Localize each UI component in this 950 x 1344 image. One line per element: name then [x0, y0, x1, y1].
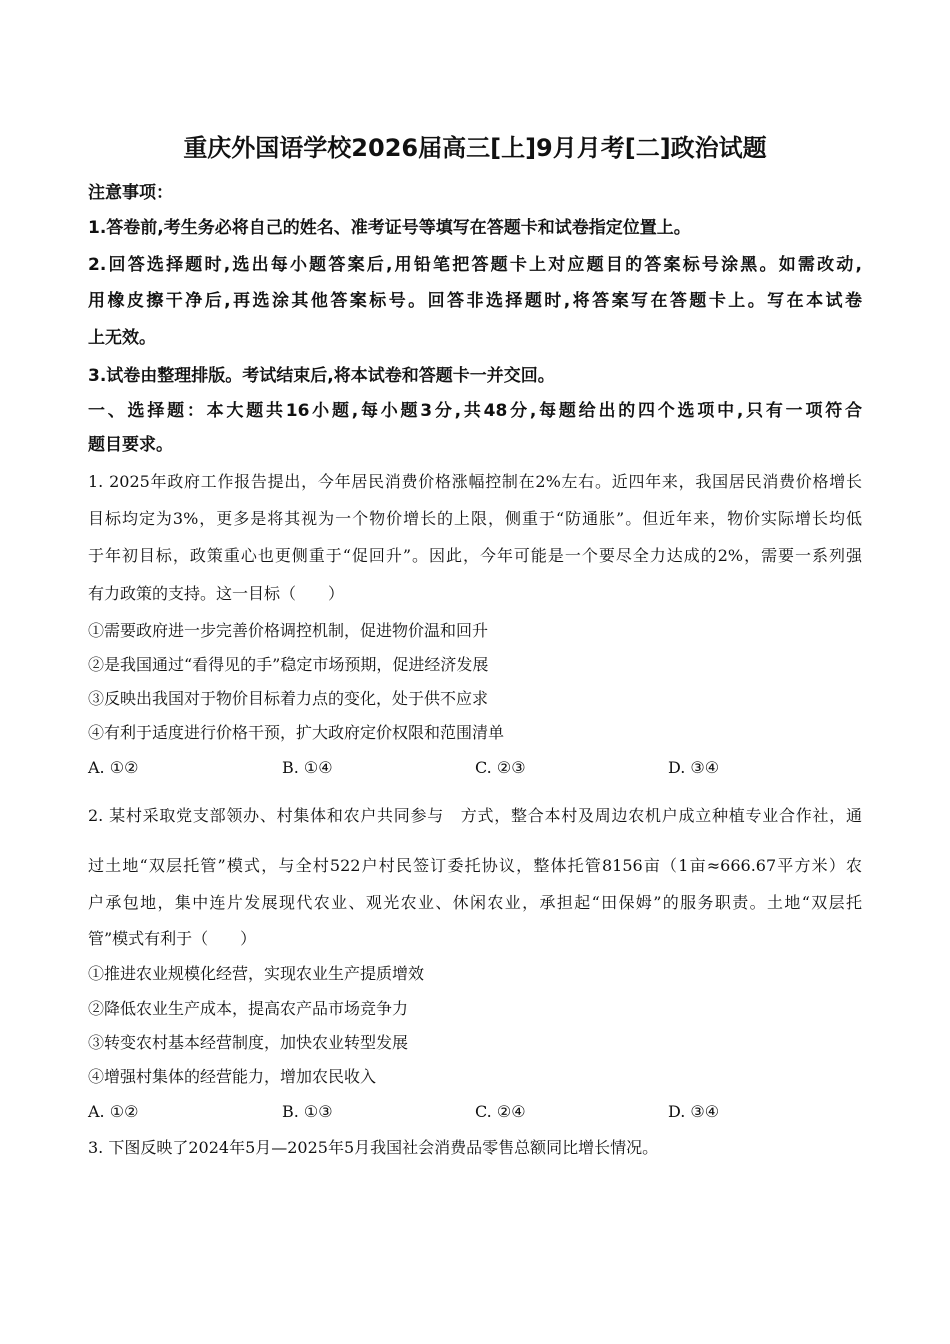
q1-stem-line: 于年初目标，政策重心也更侧重于“促回升”。因此，今年可能是一个要尽全力达成的2%，需要一系列强 — [88, 546, 862, 565]
q3-stem: 3. 下图反映了2024年5月—2025年5月我国社会消费品零售总额同比增长情况。 — [88, 1138, 659, 1157]
q1-statement: ③反映出我国对于物价目标着力点的变化，处于供不应求 — [88, 689, 489, 708]
q2-statement: ①推进农业规模化经营，实现农业生产提质增效 — [88, 964, 425, 983]
q1-choice-b: B. ①④ — [282, 758, 333, 777]
q1-choice-c: C. ②③ — [475, 758, 526, 777]
q1-stem-line: 目标均定为3%，更多是将其视为一个物价增长的上限，侧重于“防通胀”。但近年来，物价实际增长均低 — [88, 509, 862, 528]
notice-heading: 注意事项： — [88, 183, 173, 203]
q1-statement: ①需要政府进一步完善价格调控机制，促进物价温和回升 — [88, 621, 489, 640]
q1-choice-a: A. ①② — [88, 758, 139, 777]
q1-stem-line: 有力政策的支持。这一目标（ ） — [88, 584, 345, 603]
q2-stem-line: 户承包地，集中连片发展现代农业、观光农业、休闲农业，承担起“田保姆”的服务职责。土地“双层托 — [88, 893, 862, 912]
q2-choice-b: B. ①③ — [282, 1102, 333, 1121]
notice-line: 2.回答选择题时,选出每小题答案后,用铅笔把答题卡上对应题目的答案标号涂黑。如需改动, — [88, 255, 862, 275]
q2-stem-line: 管”模式有利于（ ） — [88, 929, 257, 948]
q2-statement: ②降低农业生产成本，提高农产品市场竞争力 — [88, 999, 409, 1018]
q2-stem-line: 2. 某村采取党支部领办、村集体和农户共同参与 方式，整合本村及周边农机户成立种植专业合作社，通 — [88, 806, 862, 825]
q1-statement: ④有利于适度进行价格干预，扩大政府定价权限和范围清单 — [88, 723, 505, 742]
section-heading: 一、选择题：本大题共16小题,每小题3分,共48分,每题给出的四个选项中,只有一项符合 — [88, 401, 862, 421]
q2-stem-line: 过土地“双层托管”模式，与全村522户村民签订委托协议，整体托管8156亩（1亩≈666.67平方米）农 — [88, 856, 862, 875]
q2-statement: ④增强村集体的经营能力，增加农民收入 — [88, 1067, 377, 1086]
page-title: 重庆外国语学校2026届高三[上]9月月考[二]政治试题 — [183, 134, 767, 162]
q1-stem-line: 1. 2025年政府工作报告提出，今年居民消费价格涨幅控制在2%左右。近四年来，我国居民消费价格增长 — [88, 472, 862, 491]
section-heading: 题目要求。 — [88, 435, 173, 455]
q2-choice-d: D. ③④ — [668, 1102, 720, 1121]
q2-statement: ③转变农村基本经营制度，加快农业转型发展 — [88, 1033, 409, 1052]
q2-choice-a: A. ①② — [88, 1102, 139, 1121]
notice-line: 3.试卷由整理排版。考试结束后,将本试卷和答题卡一并交回。 — [88, 366, 555, 386]
notice-line: 1.答卷前,考生务必将自己的姓名、准考证号等填写在答题卡和试卷指定位置上。 — [88, 218, 691, 238]
q1-statement: ②是我国通过“看得见的手”稳定市场预期，促进经济发展 — [88, 655, 489, 674]
notice-line: 用橡皮擦干净后,再选涂其他答案标号。回答非选择题时,将答案写在答题卡上。写在本试卷 — [88, 291, 862, 311]
q2-choice-c: C. ②④ — [475, 1102, 526, 1121]
notice-line: 上无效。 — [88, 328, 156, 348]
q1-choice-d: D. ③④ — [668, 758, 720, 777]
